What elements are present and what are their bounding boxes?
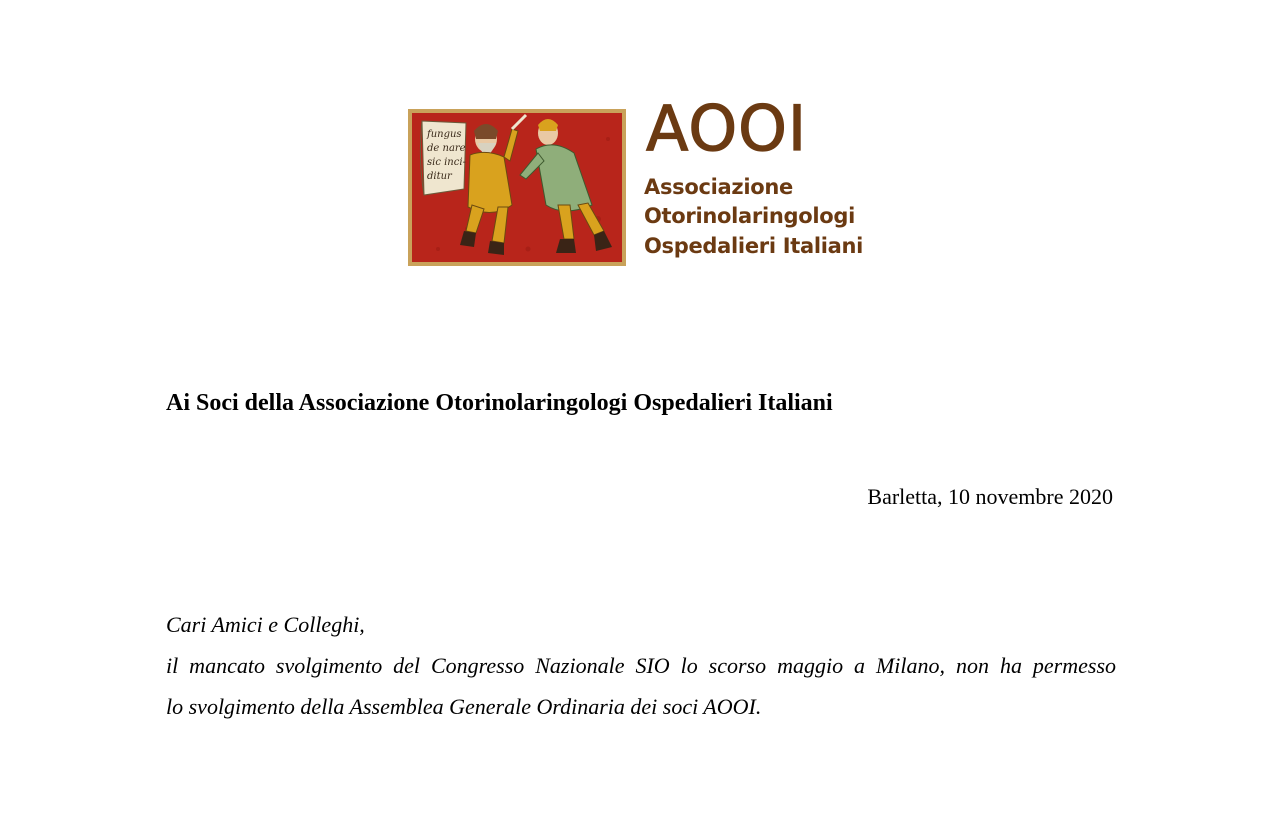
medieval-miniature-illustration: [408, 109, 626, 266]
org-name-line: Associazione: [644, 175, 793, 199]
letter-body-line: il mancato svolgimento del Congresso Nazionale SIO lo scorso maggio a Milano, non ha permesso: [166, 653, 1116, 678]
letter-addressee: Ai Soci della Associazione Otorinolaringologi Ospedalieri Italiani: [166, 390, 833, 416]
miniature-script-line: ditur: [427, 171, 452, 182]
org-name-line: Otorinolaringologi: [644, 204, 856, 228]
letter-body: [166, 604, 1116, 727]
org-name-line: Ospedalieri Italiani: [644, 234, 864, 258]
miniature-script-line: fungus: [427, 129, 462, 140]
letter-place-date: Barletta, 10 novembre 2020: [867, 484, 1113, 509]
miniature-script-line: sic inci-: [427, 157, 466, 168]
miniature-script-line: de nare: [427, 143, 466, 154]
letter-salutation: Cari Amici e Colleghi,: [166, 612, 365, 637]
aooi-logo: [408, 92, 868, 266]
org-acronym: AOOI: [646, 92, 808, 165]
letter-body-line: lo svolgimento della Assemblea Generale Ordinaria dei soci AOOI.: [166, 694, 762, 719]
